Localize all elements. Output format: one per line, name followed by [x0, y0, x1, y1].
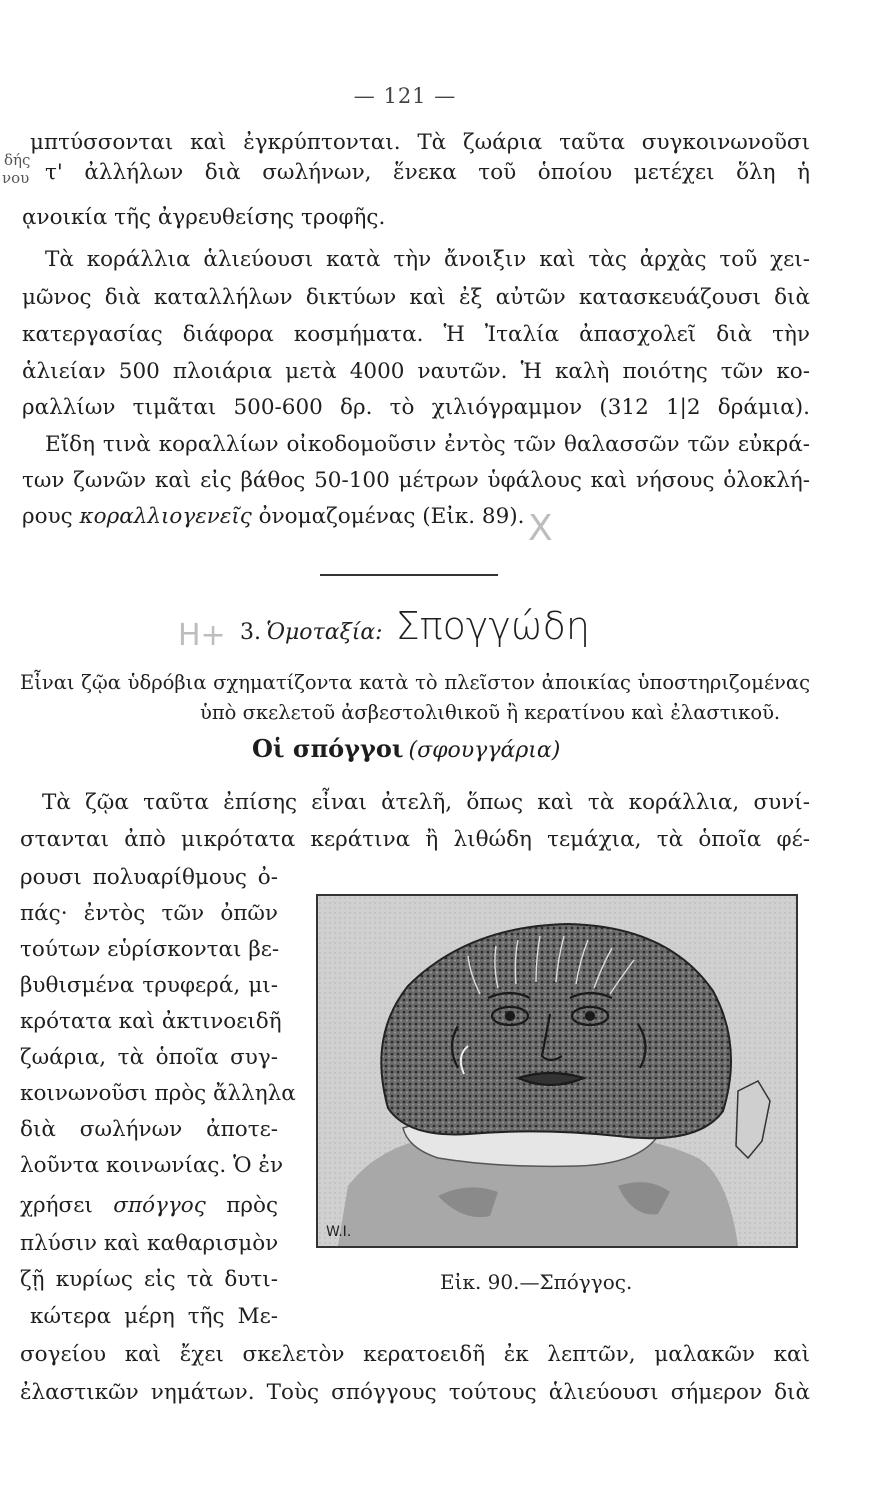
text-line: μπτύσσονται καὶ ἐγκρύπτονται. Τὰ ζωάρια ταῦτα συγκοινωνοῦσι — [30, 130, 810, 155]
italic-term: κοραλλιογενεῖς — [79, 504, 252, 529]
page-number: — 121 — — [353, 84, 457, 108]
text-line: κοινωνοῦσι πρὸς ἄλληλα — [20, 1081, 296, 1106]
text-line: των ζωνῶν καὶ εἰς βάθος 50-100 μέτρων ὑφάλους καὶ νήσους ὁλοκλή- — [22, 468, 810, 493]
text-line: σογείου καὶ ἔχει σκελετὸν κερατοειδῆ ἐκ λεπτῶν, μαλακῶν καὶ — [20, 1342, 810, 1367]
section-heading — [240, 604, 590, 648]
text-line: στανται ἀπὸ μικρότατα κεράτινα ἢ λιθώδη τεμάχια, τὰ ὁποῖα φέ- — [20, 827, 810, 852]
pencil-mark: X — [528, 508, 553, 549]
text-line: βυθισμένα τρυφερά, μι- — [20, 973, 278, 998]
text-line: πάς· ἐντὸς τῶν ὀπῶν — [20, 901, 278, 926]
text-line: τούτων εὑρίσκονται βε- — [20, 937, 280, 962]
text-line: ᾳνοικία τῆς ἀγρευθείσης τροφῆς. — [22, 205, 386, 230]
text-line: χρήσει σπόγγος πρὸς — [20, 1193, 278, 1218]
text-line: κώτερα μέρη τῆς Με- — [30, 1304, 278, 1329]
text-line: Τὰ κοράλλια ἁλιεύουσι κατὰ τὴν ἄνοιξιν καὶ τὰς ἀρχὰς τοῦ χει- — [45, 247, 810, 272]
section-label: Ὁμοταξία: — [266, 620, 383, 645]
text-line: τ' ἀλλήλων διὰ σωλήνων, ἕνεκα τοῦ ὁποίου μετέχει ὅλη ἡ — [45, 160, 810, 185]
text-line: κατεργασίας διάφορα κοσμήματα. Ἡ Ἰταλία ἀπασχολεῖ διὰ τὴν — [22, 322, 810, 347]
italic-term: σπόγγος — [113, 1193, 206, 1218]
text-line: διὰ σωλήνων ἀποτε- — [20, 1117, 278, 1142]
sponge-drawing — [318, 896, 796, 1246]
section-description: ὑπὸ σκελετοῦ ἀσβεστολιθικοῦ ἢ κερατίνου καὶ ἐλαστικοῦ. — [200, 701, 781, 724]
text-line: ρουσι πολυαρίθμους ὀ- — [20, 865, 278, 890]
text-line: πλύσιν καὶ καθαρισμὸν — [20, 1231, 279, 1256]
sponge-illustration — [316, 894, 798, 1248]
text-line: κρότατα καὶ ἀκτινοειδῆ — [20, 1009, 282, 1034]
section-description: Εἶναι ζῷα ὑδρόβια σχηματίζοντα κατὰ τὸ πλεῖστον ἀποικίας ὑποστηριζομένας — [20, 671, 810, 694]
figure-caption: Εἰκ. 90.—Σπόγγος. — [440, 1270, 633, 1294]
text-line: ραλλίων τιμᾶται 500-600 δρ. τὸ χιλιόγραμμον (312 1|2 δράμια). — [22, 395, 810, 420]
subheading: Οἱ σπόγγοι (σφουγγάρια) — [252, 734, 561, 763]
text-line: λοῦντα κοινωνίας. Ὁ ἐν — [20, 1153, 284, 1178]
text-line: ρους κοραλλιογενεῖς ὀνομαζομένας (Εἰκ. 89). — [22, 504, 525, 529]
text-line: Εἴδη τινὰ κοραλλίων οἰκοδομοῦσιν ἐντὸς τῶν θαλασσῶν τῶν εὐκρά- — [45, 432, 810, 457]
illustrator-signature: W.I. — [326, 1224, 352, 1240]
pencil-mark: H+ — [178, 618, 226, 653]
text-line: ἐλαστικῶν νημάτων. Τοὺς σπόγγους τούτους ἁλιεύουσι σήμερον διὰ — [20, 1380, 810, 1405]
margin-note: νου — [2, 169, 30, 187]
section-number: 3. — [240, 620, 261, 645]
margin-note: δής — [4, 151, 31, 169]
section-divider — [320, 574, 498, 576]
text-line: Τὰ ζῷα ταῦτα ἐπίσης εἶναι ἀτελῆ, ὅπως καὶ τὰ κοράλλια, συνί- — [42, 790, 810, 815]
text-line: ζῇ κυρίως εἰς τὰ δυτι- — [20, 1267, 278, 1292]
text-line: ἁλιείαν 500 πλοιάρια μετὰ 4000 ναυτῶν. Ἡ καλὴ ποιότης τῶν κο- — [22, 359, 810, 384]
text-line: μῶνος διὰ καταλλήλων δικτύων καὶ ἐξ αὐτῶν κατασκευάζουσι διὰ — [22, 285, 810, 310]
text-line: ζωάρια, τὰ ὁποῖα συγ- — [20, 1045, 278, 1070]
section-title: Σπογγώδη — [395, 604, 590, 648]
